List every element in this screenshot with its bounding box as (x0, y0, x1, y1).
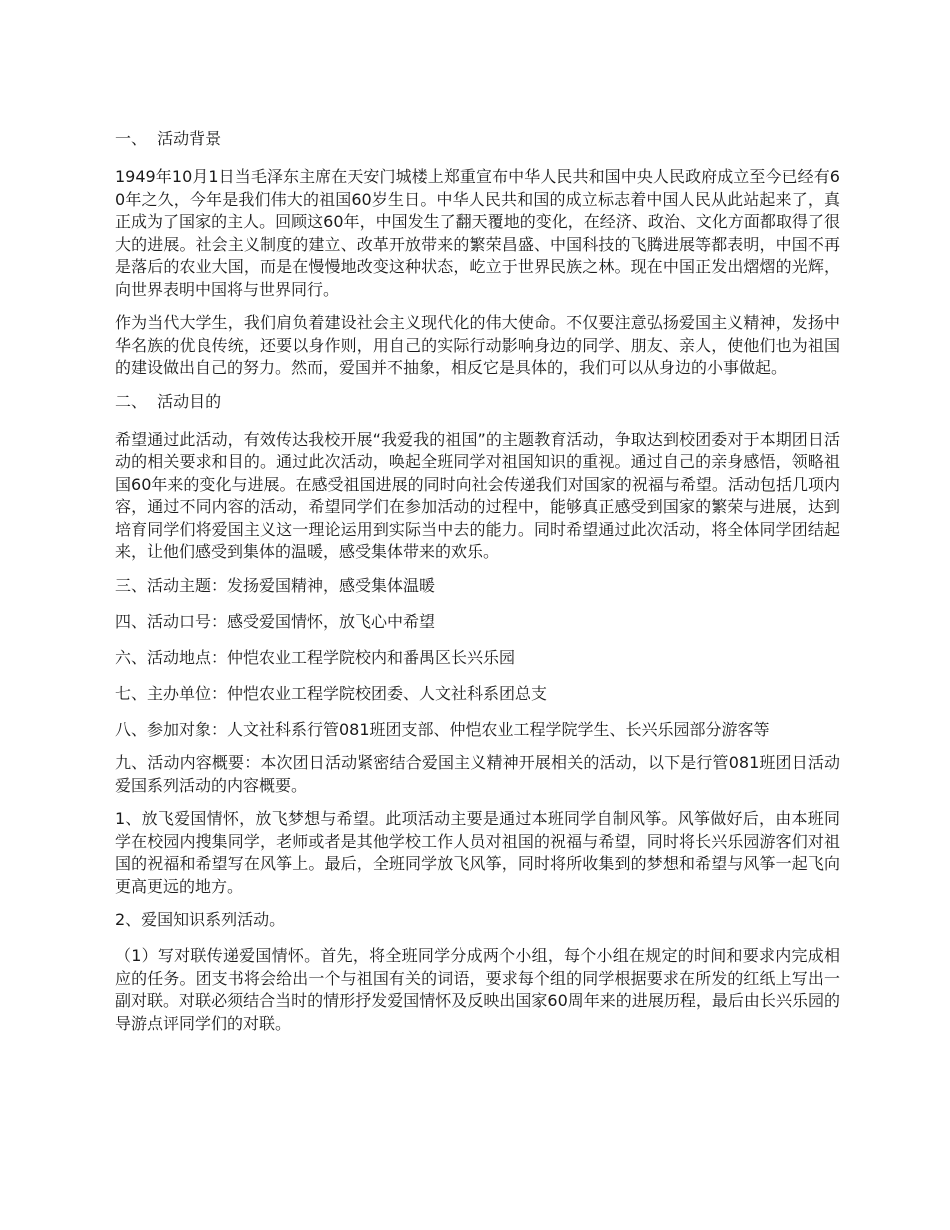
section-heading-purpose: 二、 活动目的 (115, 391, 222, 411)
activity-item-2: 2、爱国知识系列活动。 (115, 910, 286, 929)
activity-participants: 八、参加对象：人文社科系行管081班团支部、仲恺农业工程学院学生、长兴乐园部分游客等 (115, 719, 770, 739)
activity-theme: 三、活动主题：发扬爱国精神，感受集体温暖 (115, 575, 436, 595)
activity-slogan: 四、活动口号：感受爱国情怀，放飞心中希望 (115, 611, 436, 631)
background-paragraph-2: 作为当代大学生，我们肩负着建设社会主义现代化的伟大使命。不仅要注意弘扬爱国主义精神，发扬中华名族的优良传统，还要以身作则，用自己的实际行动影响身边的同学、朋友、亲人，使他们也为祖国的建设做出自己的努力。然而，爱国并不抽象，相反它是具体的，我们可以从身边的小事做起。 (115, 313, 840, 377)
purpose-paragraph: 希望通过此活动，有效传达我校开展“我爱我的祖国”的主题教育活动，争取达到校团委对于本期团日活动的相关要求和目的。通过此次活动，唤起全班同学对祖国知识的重视。通过自己的亲身感悟，领略祖国60年来的变化与进展。在感受祖国进展的同时向社会传递我们对国家的祝福与希望。活动包括几项内容，通过不同内容的活动，希望同学们在参加活动的过程中，能够真正感受到国家的繁荣与进展，达到培育同学们将爱国主义这一理论运用到实际当中去的能力。同时希望通过此次活动，将全体同学团结起来，让他们感受到集体的温暖，感受集体带来的欢乐。 (115, 429, 840, 561)
activity-overview: 九、活动内容概要：本次团日活动紧密结合爱国主义精神开展相关的活动，以下是行管081班团日活动爱国系列活动的内容概要。 (115, 753, 840, 795)
document-page (115, 128, 840, 1046)
activity-item-1: 1、放飞爱国情怀，放飞梦想与希望。此项活动主要是通过本班同学自制风筝。风筝做好后，由本班同学在校园内搜集同学，老师或者是其他学校工作人员对祖国的祝福与希望，同时将长兴乐园游客们对祖国的祝福和希望写在风筝上。最后，全班同学放飞风筝，同时将所收集到的梦想和希望与风筝一起飞向更高更远的地方。 (115, 809, 840, 896)
activity-location: 六、活动地点：仲恺农业工程学院校内和番禺区长兴乐园 (115, 647, 516, 667)
activity-item-2-sub-1: （1）写对联传递爱国情怀。首先，将全班同学分成两个小组，每个小组在规定的时间和要求内完成相应的任务。团支书将会给出一个与祖国有关的词语，要求每个组的同学根据要求在所发的红纸上写出一副对联。对联必须结合当时的情形抒发爱国情怀及反映出国家60周年来的进展历程，最后由长兴乐园的导游点评同学们的对联。 (115, 946, 840, 1033)
activity-organizer: 七、主办单位：仲恺农业工程学院校团委、人文社科系团总支 (115, 683, 548, 703)
section-heading-background: 一、 活动背景 (115, 129, 222, 148)
background-paragraph-1: 1949年10月1日当毛泽东主席在天安门城楼上郑重宣布中华人民共和国中央人民政府成立至今已经有60年之久，今年是我们伟大的祖国60岁生日。中华人民共和国的成立标志着中国人民从此站起来了，真正成为了国家的主人。回顾这60年，中国发生了翻天覆地的变化，在经济、政治、文化方面都取得了很大的进展。社会主义制度的建立、改革开放带来的繁荣昌盛、中国科技的飞腾进展等都表明，中国不再是落后的农业大国，而是在慢慢地改变这种状态，屹立于世界民族之林。现在中国正发出熠熠的光辉，向世界表明中国将与世界同行。 (115, 167, 840, 299)
